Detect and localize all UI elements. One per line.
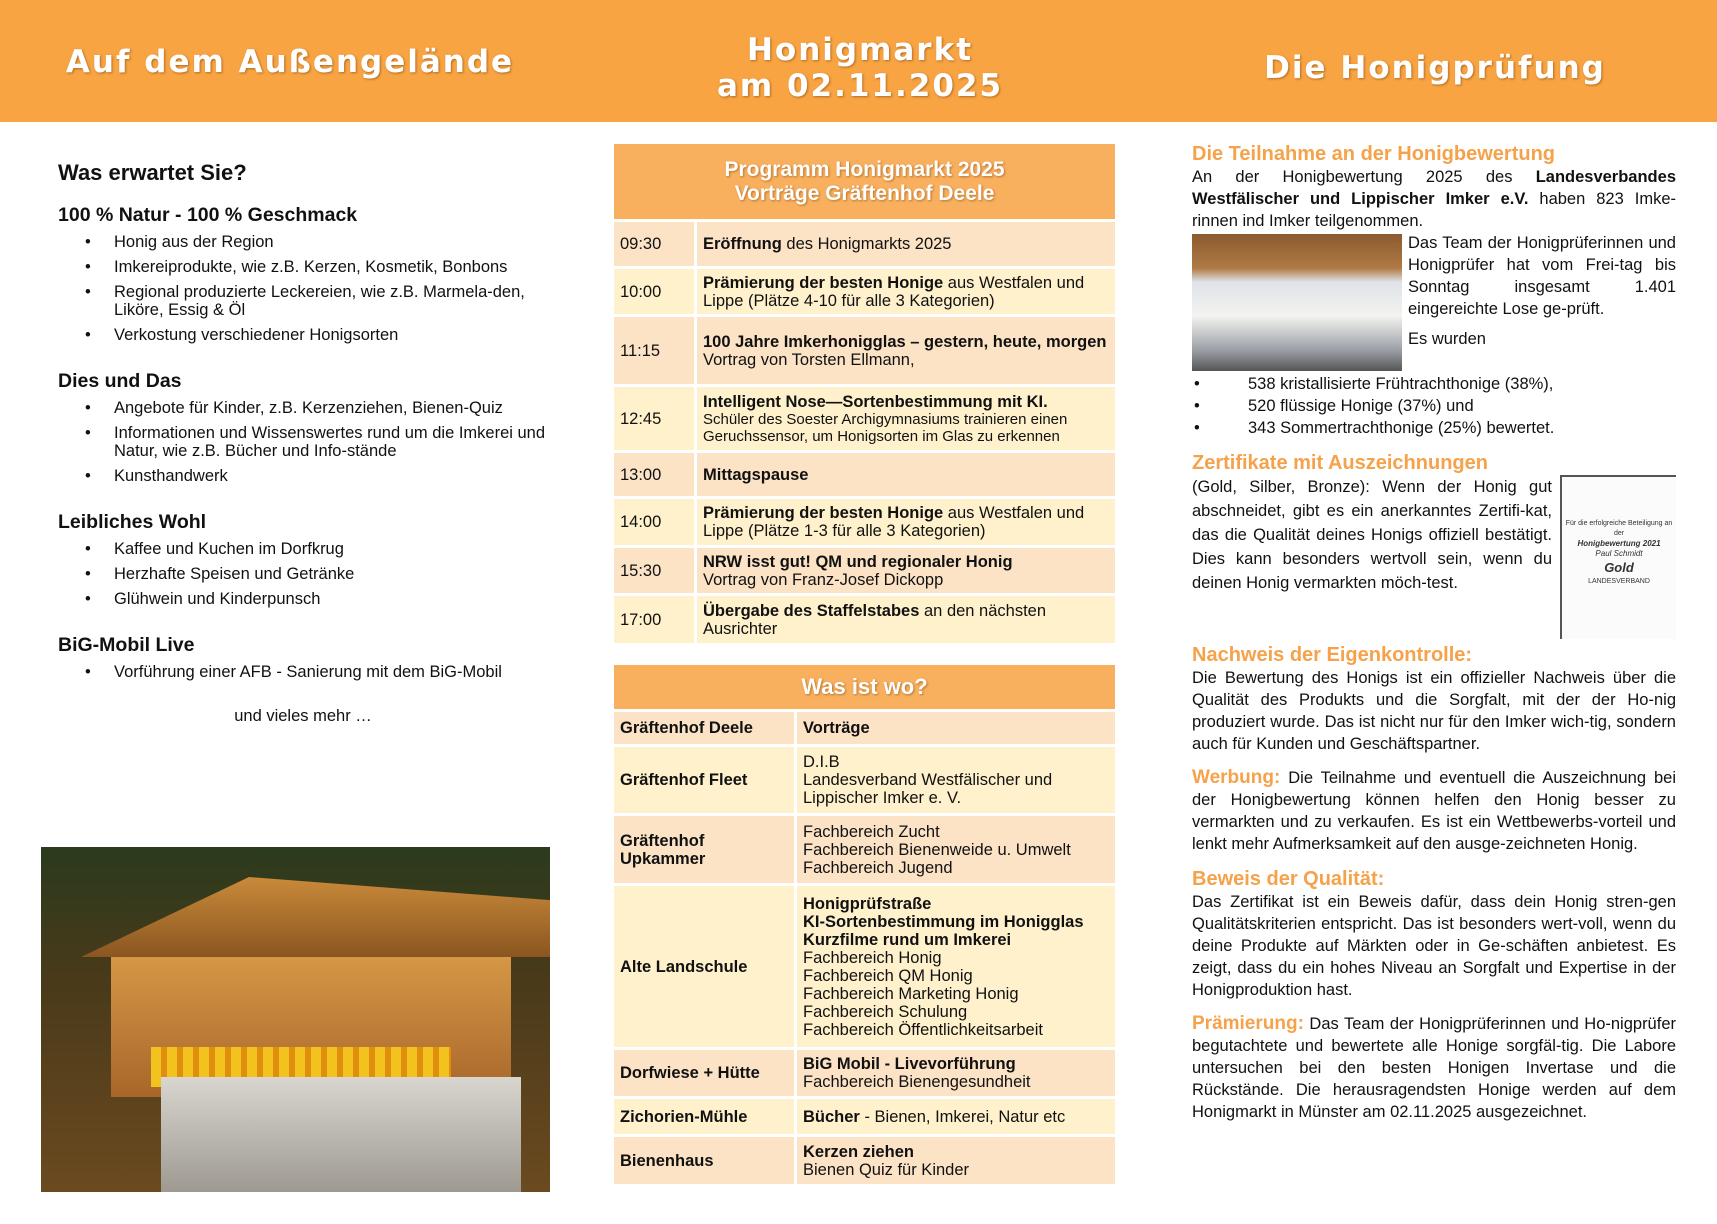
content-line: Fachbereich QM Honig bbox=[803, 966, 973, 985]
content-bold: Bücher bbox=[803, 1107, 860, 1126]
list-item: • Verkostung verschiedener Honigsorten bbox=[58, 326, 548, 344]
content-bold: Honigprüfstraße bbox=[803, 894, 932, 913]
left-sections bbox=[58, 204, 548, 681]
content-line: Fachbereich Bienengesundheit bbox=[803, 1073, 1031, 1091]
bullet-list bbox=[58, 399, 548, 485]
list-item: • Herzhafte Speisen und Getränke bbox=[58, 565, 548, 583]
judging-hall-photo bbox=[1192, 234, 1402, 371]
time-cell: 14:00 bbox=[614, 499, 697, 545]
program-row bbox=[614, 266, 1115, 314]
event-cell bbox=[697, 548, 1115, 593]
advertising-text bbox=[1192, 767, 1676, 855]
participation-text bbox=[1192, 166, 1676, 232]
list-item: • Informationen und Wissenswertes rund um die Imkerei und Natur, wie z.B. Bücher und Info-stände bbox=[58, 424, 548, 460]
location-content bbox=[797, 747, 1115, 813]
right-column bbox=[1192, 142, 1676, 1123]
content-text: - Bienen, Imkerei, Natur etc bbox=[859, 1107, 1066, 1126]
cert-name: Paul Schmidt bbox=[1595, 549, 1643, 558]
event-cell bbox=[697, 596, 1115, 643]
cert-title: Honigbewertung 2021 bbox=[1577, 539, 1661, 548]
event-cell bbox=[697, 499, 1115, 545]
location-name: Zichorien-Mühle bbox=[614, 1099, 797, 1134]
stats-list bbox=[1192, 373, 1676, 439]
time-cell: 12:45 bbox=[614, 387, 697, 450]
content-line: Fachbereich Jugend bbox=[803, 858, 953, 877]
event-desc: Vortrag von Franz-Josef Dickopp bbox=[703, 570, 944, 589]
content-line: Fachbereich Schulung bbox=[803, 1002, 968, 1021]
heading-participation: Die Teilnahme an der Honigbewertung bbox=[1192, 143, 1556, 165]
program-table bbox=[614, 144, 1115, 643]
event-desc: aus Westfalen und Lippe (Plätze 4-10 für alle 3 Kategorien) bbox=[703, 273, 1085, 310]
location-content bbox=[797, 1050, 1115, 1096]
cert-org: LANDESVERBAND bbox=[1588, 578, 1650, 585]
location-name: Gräftenhof Fleet bbox=[614, 747, 797, 813]
stat-item: • 520 flüssige Honige (37%) und bbox=[1192, 395, 1676, 417]
location-name: Dorfwiese + Hütte bbox=[614, 1050, 797, 1096]
event-title: Mittagspause bbox=[703, 465, 809, 484]
content-line: Fachbereich Zucht bbox=[803, 822, 940, 841]
content-bold: Kurzfilme rund um Imkerei bbox=[803, 930, 1012, 949]
event-title: NRW isst gut! QM und regionaler Honig bbox=[703, 552, 1013, 571]
event-desc: des Honigmarkts 2025 bbox=[781, 235, 952, 253]
left-column bbox=[58, 160, 548, 726]
event-text bbox=[703, 235, 1109, 253]
event-cell bbox=[697, 317, 1115, 384]
stall-roof bbox=[81, 877, 550, 957]
content-line: Fachbereich Honig bbox=[803, 948, 942, 967]
stall-table bbox=[161, 1077, 521, 1192]
event-desc: Schüler des Soester Archigymnasiums trainieren einen Geruchssensor, um Honigsorten im Glas zu erkennen bbox=[703, 410, 1068, 445]
content-bold: Kerzen ziehen bbox=[803, 1142, 914, 1161]
event-text bbox=[703, 602, 1109, 638]
location-name: Alte Landschule bbox=[614, 886, 797, 1047]
section-heading: Dies und Das bbox=[58, 370, 182, 392]
text: Die Teilnahme und eventuell die Auszeichnung bei der Honigbewertung können helfen den Honig besser zu vermarkten und zu verkaufen. Es ist ein Wettbewerbs-vorteil und lenkt mehr Aufmerksamkeit auf den ausge-zeichneten Honig. bbox=[1192, 769, 1676, 853]
program-row bbox=[614, 314, 1115, 384]
es-wurden: Es wurden bbox=[1408, 330, 1486, 348]
location-name: Gräftenhof Upkammer bbox=[614, 816, 797, 883]
location-content bbox=[797, 1099, 1115, 1134]
time-cell: 09:30 bbox=[614, 222, 697, 266]
stat-item: • 538 kristallisierte Frühtrachthonige (38%), bbox=[1192, 373, 1676, 395]
location-row bbox=[614, 1096, 1115, 1134]
content-line: Bienen Quiz für Kinder bbox=[803, 1160, 970, 1179]
event-desc: an den nächsten Ausrichter bbox=[703, 601, 1047, 638]
content-bold: BiG Mobil - Livevorführung bbox=[803, 1055, 1016, 1073]
location-content bbox=[797, 1137, 1115, 1184]
list-item: • Kunsthandwerk bbox=[58, 467, 548, 485]
section-heading: 100 % Natur - 100 % Geschmack bbox=[58, 204, 358, 226]
event-desc: aus Westfalen und Lippe (Plätze 1-3 für alle 3 Kategorien) bbox=[703, 504, 1085, 540]
where-header: Was ist wo? bbox=[614, 665, 1115, 709]
program-row bbox=[614, 219, 1115, 266]
location-row bbox=[614, 709, 1115, 744]
content-bold: KI-Sortenbestimmung im Honigglas bbox=[803, 912, 1084, 931]
self-control-text: Die Bewertung des Honigs ist ein offizieller Nachweis über die Qualität des Produkts und die Sorgfalt, mit der der Ho-nig produziert wurde. Das ist nicht nur für den Imker wich-tig, sondern auch für Kunden und Geschäftspartner. bbox=[1192, 669, 1676, 753]
cert-award: Gold bbox=[1604, 560, 1634, 575]
left-title: Was erwartet Sie? bbox=[58, 160, 247, 185]
header-center-title bbox=[610, 32, 1110, 104]
event-cell bbox=[697, 453, 1115, 496]
association-name: Landesverbandes Westfälischer und Lippischer Imker e.V. bbox=[1192, 168, 1676, 208]
list-item: • Angebote für Kinder, z.B. Kerzenziehen, Bienen-Quiz bbox=[58, 399, 548, 417]
list-item: • Regional produzierte Leckereien, wie z.B. Marmela-den, Liköre, Essig & Öl bbox=[58, 283, 548, 319]
section-heading: Leibliches Wohl bbox=[58, 511, 207, 533]
header-left-title: Auf dem Außengelände bbox=[65, 44, 515, 80]
heading-certificates: Zertifikate mit Auszeichnungen bbox=[1192, 452, 1488, 474]
heading-quality: Beweis der Qualität: bbox=[1192, 868, 1385, 890]
team-text: Das Team der Honigprüferinnen und Honigprüfer hat vom Frei-tag bis Sonntag insgesamt 1.401 eingereichte Lose ge-prüft. bbox=[1408, 234, 1676, 318]
list-item: • Glühwein und Kinderpunsch bbox=[58, 590, 548, 608]
content-line: Fachbereich Marketing Honig bbox=[803, 984, 1019, 1003]
location-name: Bienenhaus bbox=[614, 1137, 797, 1184]
award-label: Prämierung: bbox=[1192, 1013, 1304, 1034]
section-heading: BiG-Mobil Live bbox=[58, 634, 195, 656]
event-title: 100 Jahre Imkerhonigglas – gestern, heute, morgen bbox=[703, 332, 1107, 351]
time-cell: 17:00 bbox=[614, 596, 697, 643]
program-row bbox=[614, 545, 1115, 593]
program-row bbox=[614, 496, 1115, 545]
list-item: • Kaffee und Kuchen im Dorfkrug bbox=[58, 540, 548, 558]
center-title-line1: Honigmarkt bbox=[746, 32, 974, 68]
list-item: • Imkereiprodukte, wie z.B. Kerzen, Kosmetik, Bonbons bbox=[58, 258, 548, 276]
list-item: • Vorführung einer AFB - Sanierung mit dem BiG-Mobil bbox=[58, 663, 548, 681]
time-cell: 11:15 bbox=[614, 317, 697, 384]
content-line: Fachbereich Bienenweide u. Umwelt bbox=[803, 840, 1071, 859]
header-band bbox=[0, 0, 1717, 122]
event-text bbox=[703, 466, 1109, 484]
text: Das Team der Honigprüferinnen und Ho-nigprüfer begutachtete und bewertete alle Honige sorgfäl-tig. Die Labore untersuchen bei den besten Honigen Invertase und die Rückstände. Die herausragendsten Honige werden auf dem Honigmarkt in Münster am 02.11.2025 ausgezeichnet. bbox=[1192, 1015, 1676, 1121]
event-title: Eröffnung bbox=[703, 235, 782, 253]
program-row bbox=[614, 384, 1115, 450]
more-text: und vieles mehr … bbox=[234, 707, 372, 725]
certificates-text: (Gold, Silber, Bronze): Wenn der Honig gut abschneidet, gibt es ein anerkanntes Zertifi-kat, das die Qualität deines Honigs offiziell bestätigt. Dies kann besonders wertvoll sein, wenn du deinen Honig vermarkten möch-test. bbox=[1192, 478, 1552, 592]
heading-self-control: Nachweis der Eigenkontrolle: bbox=[1192, 644, 1473, 666]
event-cell bbox=[697, 387, 1115, 450]
event-text bbox=[703, 504, 1109, 540]
program-row bbox=[614, 593, 1115, 643]
bullet-list bbox=[58, 233, 548, 344]
text: An der Honigbewertung 2025 des bbox=[1192, 168, 1536, 186]
location-content bbox=[797, 886, 1115, 1047]
location-row bbox=[614, 744, 1115, 813]
content-line: Fachbereich Öffentlichkeitsarbeit bbox=[803, 1020, 1043, 1039]
quality-text: Das Zertifikat ist ein Beweis dafür, dass dein Honig stren-gen Qualitätskriterien entspricht. Das ist besonders wert-voll, wenn du deine Produkte auf Märkten oder in Ge-schäften anbietest. Es zeigt, dass du ein hohes Niveau an Sorgfalt und Expertise in der Honigproduktion hast. bbox=[1192, 893, 1676, 999]
event-title: Prämierung der besten Honige bbox=[703, 273, 944, 292]
location-row bbox=[614, 883, 1115, 1047]
advertising-label: Werbung: bbox=[1192, 767, 1281, 788]
time-cell: 13:00 bbox=[614, 453, 697, 496]
header-right-title: Die Honigprüfung bbox=[1264, 50, 1606, 86]
location-content bbox=[797, 712, 1115, 744]
event-text bbox=[703, 274, 1109, 310]
program-title1: Programm Honigmarkt 2025 bbox=[724, 157, 1005, 181]
market-stall-photo bbox=[41, 847, 550, 1192]
center-title-line2: am 02.11.2025 bbox=[716, 68, 1004, 104]
time-cell: 15:30 bbox=[614, 548, 697, 593]
location-row bbox=[614, 1047, 1115, 1096]
program-row bbox=[614, 450, 1115, 496]
location-row bbox=[614, 1134, 1115, 1184]
content-line: Landesverband Westfälischer und Lippischer Imker e. V. bbox=[803, 771, 1053, 807]
location-name: Gräftenhof Deele bbox=[614, 712, 797, 744]
program-header bbox=[614, 144, 1115, 219]
where-table bbox=[614, 665, 1115, 1184]
content-line: D.I.B bbox=[803, 753, 840, 771]
content-line bbox=[803, 1108, 1109, 1126]
text: haben 823 Imke-rinnen ind Imker teilgenommen. bbox=[1192, 190, 1676, 230]
content-bold: Vorträge bbox=[803, 719, 870, 737]
location-row bbox=[614, 813, 1115, 883]
time-cell: 10:00 bbox=[614, 269, 697, 314]
cert-line: Für die erfolgreiche Beteiligung an der bbox=[1565, 520, 1673, 537]
award-text bbox=[1192, 1013, 1676, 1123]
bullet-list bbox=[58, 540, 548, 608]
list-item: • Honig aus der Region bbox=[58, 233, 548, 251]
event-desc: Vortrag von Torsten Ellmann, bbox=[703, 350, 915, 369]
program-title2: Vorträge Gräftenhof Deele bbox=[734, 181, 995, 205]
event-title: Intelligent Nose—Sortenbestimmung mit KI. bbox=[703, 392, 1048, 411]
certificate-image bbox=[1560, 475, 1676, 639]
bullet-list bbox=[58, 663, 548, 681]
stat-item: • 343 Sommertrachthonige (25%) bewertet. bbox=[1192, 417, 1676, 439]
event-cell bbox=[697, 269, 1115, 314]
location-content bbox=[797, 816, 1115, 883]
event-cell bbox=[697, 222, 1115, 266]
event-title: Prämierung der besten Honige bbox=[703, 504, 944, 522]
event-title: Übergabe des Staffelstabes bbox=[703, 601, 920, 620]
